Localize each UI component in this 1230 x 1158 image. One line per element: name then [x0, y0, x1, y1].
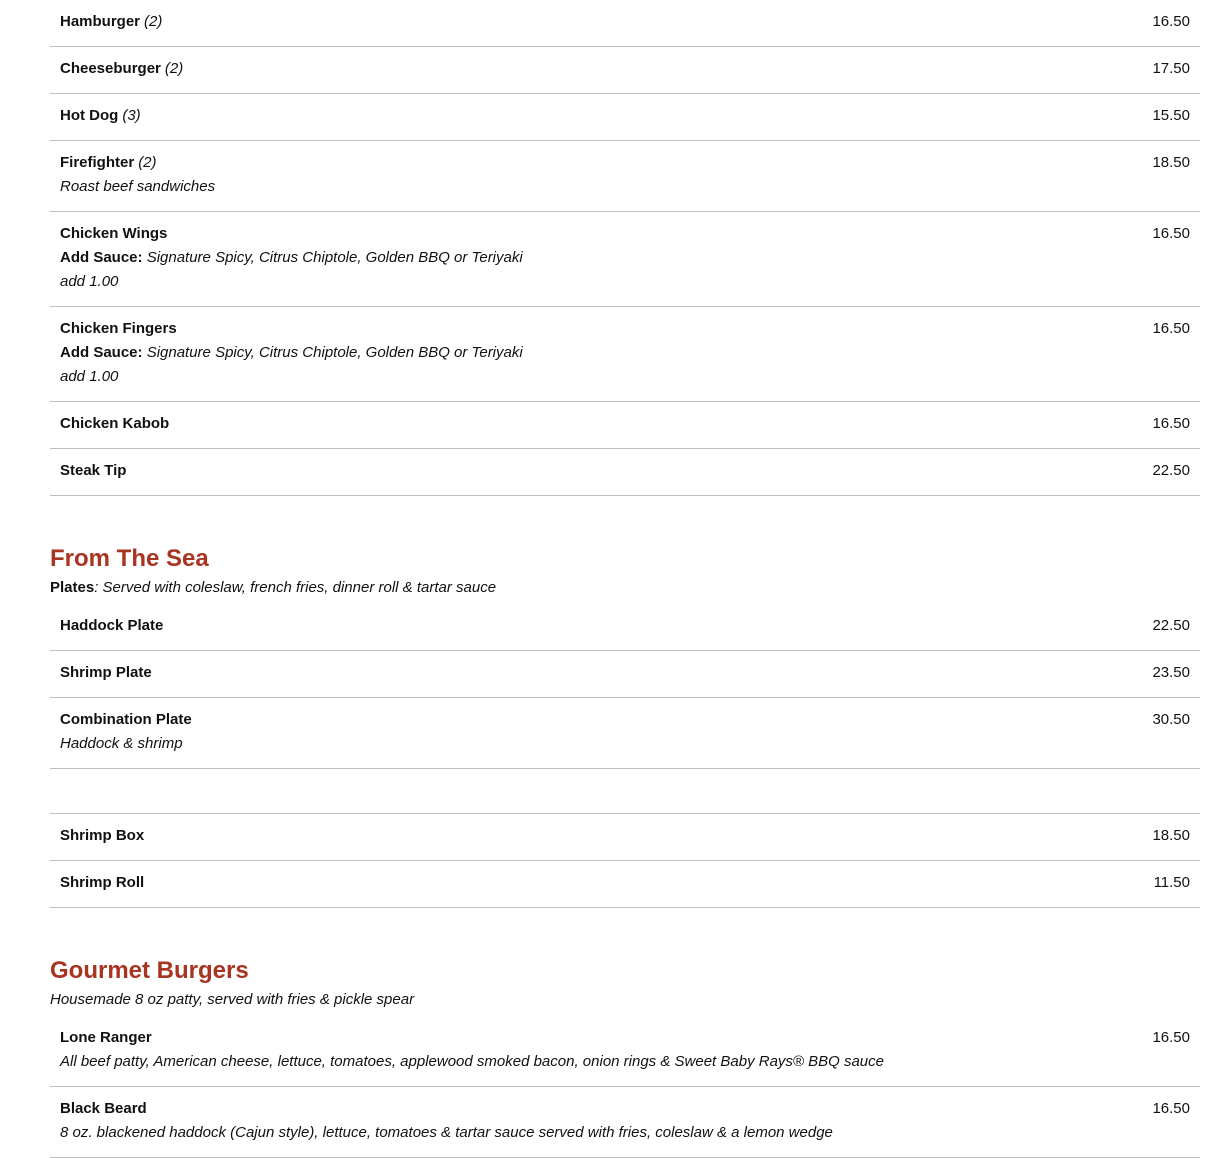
- sauce-label: Add Sauce:: [60, 344, 143, 361]
- burgers-list: [50, 1016, 1200, 1158]
- item-count: (3): [122, 107, 141, 124]
- section-subtitle-sea: [50, 578, 1200, 598]
- sauce-line: [60, 341, 1190, 365]
- item-description: Haddock & shrimp: [60, 735, 183, 752]
- item-price: 16.50: [1152, 320, 1190, 337]
- item-name: Firefighter: [60, 154, 135, 171]
- item-name: Black Beard: [60, 1100, 147, 1117]
- item-price: 17.50: [1152, 60, 1190, 77]
- item-name: Hamburger: [60, 13, 141, 30]
- item-description: Roast beef sandwiches: [60, 178, 216, 195]
- menu-item-shrimp-roll: [50, 860, 1200, 907]
- section-subtitle-burgers: Housemade 8 oz patty, served with fries & pickle spear: [50, 991, 415, 1008]
- menu-item-lone-ranger: [50, 1016, 1200, 1086]
- item-name: Hot Dog: [60, 107, 119, 124]
- menu-item-black-beard: [50, 1086, 1200, 1157]
- item-name: Chicken Kabob: [60, 415, 170, 432]
- item-name: Combination Plate: [60, 711, 192, 728]
- sauce-line: [60, 246, 1190, 270]
- menu-item-shrimp-box: [50, 814, 1200, 860]
- item-description: 8 oz. blackened haddock (Cajun style), lettuce, tomatoes & tartar sauce served with fries, coleslaw & a lemon wedge: [60, 1124, 833, 1141]
- item-price: 16.50: [1152, 1029, 1190, 1046]
- sea-box-list: [50, 813, 1200, 908]
- menu-item-haddock-plate: [50, 604, 1200, 650]
- item-price: 23.50: [1152, 664, 1190, 681]
- menu-item-steak-tip: [50, 448, 1200, 495]
- menu-item-hot-dog: [50, 93, 1200, 140]
- item-price: 18.50: [1152, 154, 1190, 171]
- menu-item-chicken-kabob: [50, 401, 1200, 448]
- top-menu-list: [50, 0, 1200, 496]
- sauce-options: Signature Spicy, Citrus Chiptole, Golden BBQ or Teriyaki: [146, 249, 523, 266]
- item-price: 16.50: [1152, 13, 1190, 30]
- menu-item-cheeseburger: [50, 46, 1200, 93]
- sauce-options: Signature Spicy, Citrus Chiptole, Golden BBQ or Teriyaki: [146, 344, 523, 361]
- plates-label: Plates: [50, 579, 95, 596]
- item-price: 30.50: [1152, 711, 1190, 728]
- item-name: Chicken Fingers: [60, 320, 177, 337]
- item-price: 16.50: [1152, 415, 1190, 432]
- item-name: Lone Ranger: [60, 1029, 152, 1046]
- section-title-sea: From The Sea: [50, 545, 209, 572]
- menu-item-hamburger: [50, 0, 1200, 46]
- menu-item-chicken-wings: [50, 211, 1200, 306]
- menu-item-chicken-fingers: [50, 306, 1200, 401]
- item-name: Cheeseburger: [60, 60, 161, 77]
- sauce-add-price: add 1.00: [60, 273, 119, 290]
- menu-item-firefighter: [50, 140, 1200, 211]
- menu-item-combination-plate: [50, 697, 1200, 768]
- sauce-label: Add Sauce:: [60, 249, 143, 266]
- plates-description: : Served with coleslaw, french fries, dinner roll & tartar sauce: [94, 579, 497, 596]
- item-name: Shrimp Plate: [60, 664, 152, 681]
- item-name: Shrimp Roll: [60, 874, 145, 891]
- item-description: All beef patty, American cheese, lettuce, tomatoes, applewood smoked bacon, onion rings & Sweet Baby Rays® BBQ sauce: [60, 1053, 884, 1070]
- item-name: Steak Tip: [60, 462, 127, 479]
- item-price: 16.50: [1152, 225, 1190, 242]
- sauce-add-price: add 1.00: [60, 368, 119, 385]
- item-price: 18.50: [1152, 827, 1190, 844]
- menu-page: [50, 0, 1200, 1158]
- item-count: (2): [164, 60, 184, 77]
- item-name: Haddock Plate: [60, 617, 164, 634]
- menu-item-shrimp-plate: [50, 650, 1200, 697]
- item-count: (2): [144, 13, 163, 30]
- item-price: 22.50: [1152, 617, 1190, 634]
- item-price: 11.50: [1153, 874, 1190, 891]
- section-title-burgers: Gourmet Burgers: [50, 957, 249, 984]
- item-price: 16.50: [1152, 1100, 1190, 1117]
- item-price: 15.50: [1152, 107, 1190, 124]
- sea-plates-list: [50, 604, 1200, 769]
- item-name: Chicken Wings: [60, 225, 168, 242]
- item-name: Shrimp Box: [60, 827, 145, 844]
- item-count: (2): [138, 154, 157, 171]
- item-price: 22.50: [1152, 462, 1190, 479]
